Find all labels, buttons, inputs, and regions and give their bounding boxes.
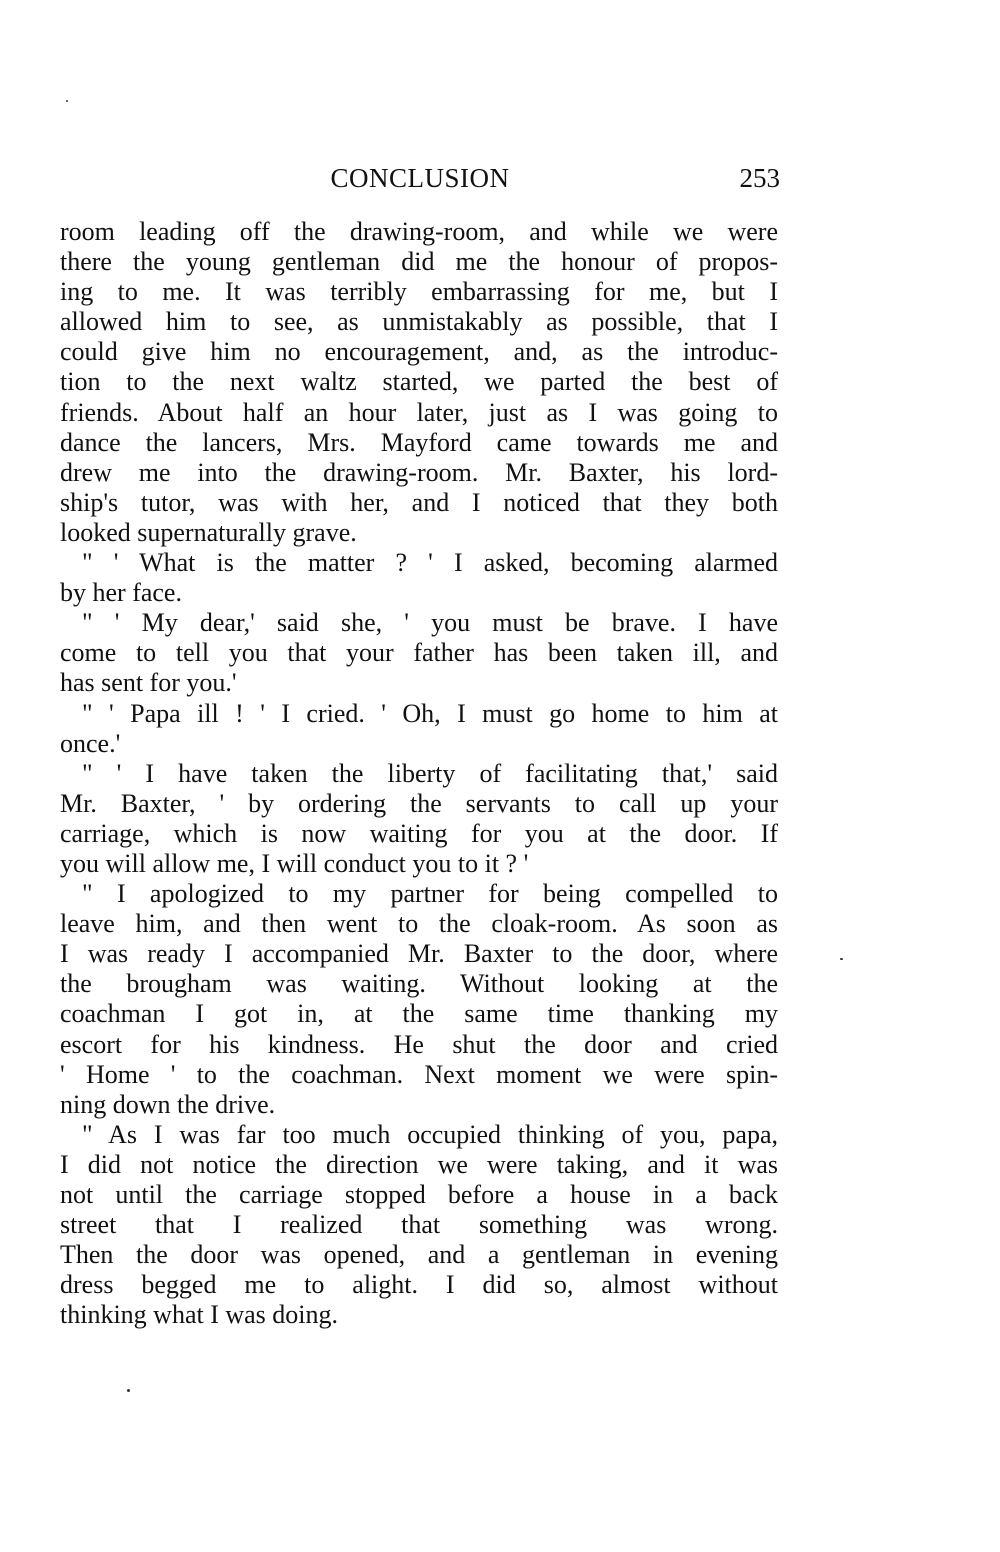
print-speck	[127, 1389, 130, 1392]
print-speck	[840, 958, 843, 960]
text-line: " ' I have taken the liberty of facilitating that,' said	[82, 758, 778, 788]
text-line: allowed him to see, as unmistakably as possible, that I	[60, 307, 778, 337]
text-line: dance the lancers, Mrs. Mayford came towards me and	[60, 427, 778, 457]
text-line: could give him no encouragement, and, as the introduc-	[60, 337, 778, 367]
running-header	[60, 158, 780, 198]
text-line: carriage, which is now waiting for you at the door. If	[60, 818, 778, 848]
text-line: not until the carriage stopped before a house in a back	[60, 1180, 778, 1209]
text-line: room leading off the drawing-room, and while we were	[60, 217, 778, 246]
text-line: has sent for you.'	[60, 668, 237, 698]
text-line: leave him, and then went to the cloak-room. As soon as	[60, 909, 778, 939]
body-text	[60, 217, 778, 1330]
text-line: ship's tutor, was with her, and I noticed that they both	[60, 487, 778, 517]
text-line: coachman I got in, at the same time thanking my	[60, 999, 778, 1029]
text-line: " ' What is the matter ? ' I asked, becoming alarmed	[82, 548, 778, 578]
text-line: thinking what I was doing.	[60, 1300, 339, 1330]
text-line: dress begged me to alight. I did so, almost without	[60, 1270, 778, 1300]
text-line: ing to me. It was terribly embarrassing for me, but I	[60, 277, 778, 307]
print-speck	[66, 100, 68, 102]
page-number: 253	[739, 163, 780, 193]
text-line: " ' My dear,' said she, ' you must be brave. I have	[82, 608, 778, 638]
text-line: Then the door was opened, and a gentleman in evening	[60, 1240, 778, 1270]
text-line: I did not notice the direction we were taking, and it was	[60, 1149, 778, 1179]
text-line: the brougham was waiting. Without looking at the	[60, 969, 778, 999]
text-line: tion to the next waltz started, we parted the best of	[60, 367, 778, 397]
text-line: looked supernaturally grave.	[60, 517, 357, 547]
text-line: there the young gentleman did me the honour of propos-	[60, 247, 778, 277]
text-line: friends. About half an hour later, just as I was going to	[60, 397, 778, 427]
text-line: Mr. Baxter, ' by ordering the servants to call up your	[60, 788, 778, 818]
text-line: drew me into the drawing-room. Mr. Baxter, his lord-	[60, 457, 778, 487]
text-line: by her face.	[60, 578, 182, 608]
text-line: ' Home ' to the coachman. Next moment we were spin-	[60, 1059, 778, 1089]
text-line: I was ready I accompanied Mr. Baxter to the door, where	[60, 939, 778, 969]
text-line: " ' Papa ill ! ' I cried. ' Oh, I must go home to him at	[82, 698, 778, 728]
text-line: come to tell you that your father has been taken ill, and	[60, 638, 778, 668]
text-line: ning down the drive.	[60, 1089, 276, 1119]
text-line: you will allow me, I will conduct you to it ? '	[60, 848, 529, 878]
chapter-title: CONCLUSION	[330, 163, 510, 193]
text-line: street that I realized that something was wrong.	[60, 1210, 778, 1240]
text-line: once.'	[60, 728, 121, 758]
text-line: " I apologized to my partner for being compelled to	[82, 879, 778, 909]
text-line: " As I was far too much occupied thinking of you, papa,	[82, 1119, 778, 1149]
text-line: escort for his kindness. He shut the door and cried	[60, 1029, 778, 1059]
